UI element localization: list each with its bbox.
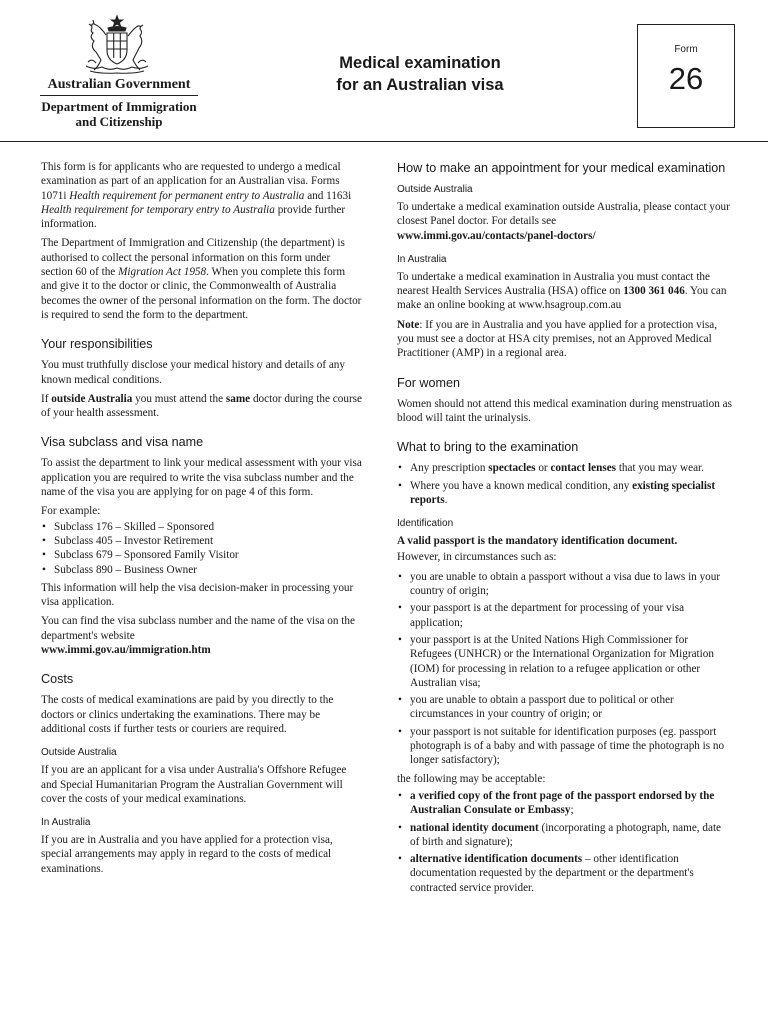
list-item: • your passport is not suitable for identification purposes (eg. passport photograph is of a baby and with passage of time the photograph is no longer satisfactory);: [397, 725, 732, 768]
decision-maker-paragraph: This information will help the visa decision-maker in processing your visa application.: [41, 581, 354, 609]
costs-outside-subheading: Outside Australia: [41, 747, 117, 759]
form-number-box: [637, 24, 735, 128]
list-item: • your passport is at the United Nations High Commissioner for Refugees (UNHCR) or the International Organization for Migration (IOM) for processing in relation to a refugee application or other Australian visa;: [397, 633, 732, 690]
women-heading: For women: [397, 375, 460, 390]
list-item: • a verified copy of the front page of the passport endorsed by the Australian Consulate or Embassy;: [397, 789, 732, 818]
example-label: For example:: [41, 505, 101, 518]
list-item: • Subclass 405 – Investor Retirement: [41, 534, 364, 548]
form-number: 26: [668, 61, 704, 96]
visa-subclass-heading: Visa subclass and visa name: [41, 435, 204, 450]
circumstances-list: [397, 570, 732, 768]
list-item: • national identity document (incorporating a photograph, name, date of birth and signature);: [397, 821, 732, 850]
right-column: [397, 160, 732, 899]
website-paragraph: You can find the visa subclass number and the name of the visa on the department's website: [41, 615, 355, 642]
list-item: • your passport is at the department for processing of your visa application;: [397, 601, 732, 630]
note-paragraph: Note: If you are in Australia and you have applied for a protection visa, you must see a doctor at HSA city premises, not an Approved Medical Practitioner (AMP) in a regional area.: [397, 318, 717, 360]
left-column: [41, 160, 364, 881]
panel-doctors-url[interactable]: www.immi.gov.au/contacts/panel-doctors/: [397, 229, 596, 242]
bring-list: [397, 461, 732, 507]
list-item: • Subclass 679 – Sponsored Family Visitor: [41, 548, 364, 562]
header-divider: [0, 141, 768, 142]
costs-outside-paragraph: If you are an applicant for a visa under Australia's Offshore Refugee and Special Humanitarian Program the Australian Government will cover the costs of your medical examinations.: [41, 764, 347, 805]
list-item: • you are unable to obtain a passport due to political or other circumstances in your country of origin; or: [397, 693, 732, 722]
identification-subheading: Identification: [397, 518, 454, 530]
coat-of-arms-icon: [80, 14, 154, 76]
immigration-url[interactable]: www.immi.gov.au/immigration.htm: [41, 644, 211, 657]
list-item: • you are unable to obtain a passport without a visa due to laws in your country of origin;: [397, 570, 732, 599]
appointment-heading: How to make an appointment for your medical examination: [397, 161, 726, 175]
title-line-1: Medical examination: [339, 54, 501, 72]
outside-australia-paragraph: If outside Australia you must attend the same doctor during the course of your health assessment.: [41, 392, 362, 420]
form-header: [0, 0, 768, 142]
department-line-2: and Citizenship: [75, 114, 163, 129]
title-line-2: for an Australian visa: [336, 76, 504, 94]
list-item: • Where you have a known medical condition, any existing specialist reports.: [397, 479, 732, 508]
intro-paragraph: This form is for applicants who are requested to undergo a medical examination as part of an application for an Australian visa. Forms 1071i Health requirement for permanent entry to Australia and 1163i Health requirement for temporary entry to Australia provide further information.: [41, 161, 352, 231]
list-item: • Subclass 890 – Business Owner: [41, 563, 364, 577]
responsibilities-heading: Your responsibilities: [41, 337, 153, 352]
appointment-in-subheading: In Australia: [397, 253, 447, 265]
visa-example-list: [41, 520, 364, 577]
list-item: • Any prescription spectacles or contact lenses that you may wear.: [397, 461, 732, 475]
form-label: Form: [674, 44, 698, 55]
however-text: However, in circumstances such as:: [397, 551, 557, 564]
government-divider: [40, 95, 198, 96]
government-name: Australian Government: [47, 77, 191, 92]
department-name: [40, 99, 198, 129]
costs-in-paragraph: If you are in Australia and you have applied for a protection visa, special arrangements may apply in regard to the costs of medical examinations.: [41, 834, 333, 875]
passport-mandatory-text: A valid passport is the mandatory identification document.: [397, 535, 678, 548]
visa-subclass-paragraph: To assist the department to link your medical assessment with your visa application you are required to write the visa subclass number and the name of the visa you are applying for on page 4 of this form.: [41, 457, 362, 499]
women-paragraph: Women should not attend this medical examination during menstruation as blood will taint the urinalysis.: [397, 397, 732, 424]
responsibilities-paragraph: You must truthfully disclose your medical history and details of any known medical conditions.: [41, 359, 345, 386]
appointment-outside-paragraph: To undertake a medical examination outside Australia, please contact your closest Panel doctor. For details see: [397, 201, 730, 228]
department-line-1: Department of Immigration: [41, 99, 197, 114]
list-item: • alternative identification documents – other identification documentation requested by the department or the department's contracted service provider.: [397, 852, 732, 895]
appointment-in-paragraph: To undertake a medical examination in Australia you must contact the nearest Health Services Australia (HSA) office on 1300 361 046. You can make an online booking at www.hsagroup.com.au: [397, 270, 727, 312]
bring-heading: What to bring to the examination: [397, 440, 579, 455]
costs-paragraph: The costs of medical examinations are paid by you directly to the doctors or clinics undertaking the examinations. There may be additional costs if further tests or couriers are required.: [41, 694, 334, 735]
privacy-paragraph: The Department of Immigration and Citizenship (the department) is authorised to collect the personal information on this form under section 60 of the Migration Act 1958. When you complete this form and give it to the doctor or clinic, the Commonwealth of Australia becomes the owner of the personal information on the form. The doctor is required to send the form to the department.: [41, 237, 362, 321]
following-text: the following may be acceptable:: [397, 772, 546, 785]
acceptable-list: [397, 789, 732, 895]
page-title: [310, 52, 530, 96]
list-item: • Subclass 176 – Skilled – Sponsored: [41, 520, 364, 534]
costs-in-subheading: In Australia: [41, 817, 91, 829]
appointment-outside-subheading: Outside Australia: [397, 184, 473, 195]
costs-heading: Costs: [41, 672, 74, 687]
